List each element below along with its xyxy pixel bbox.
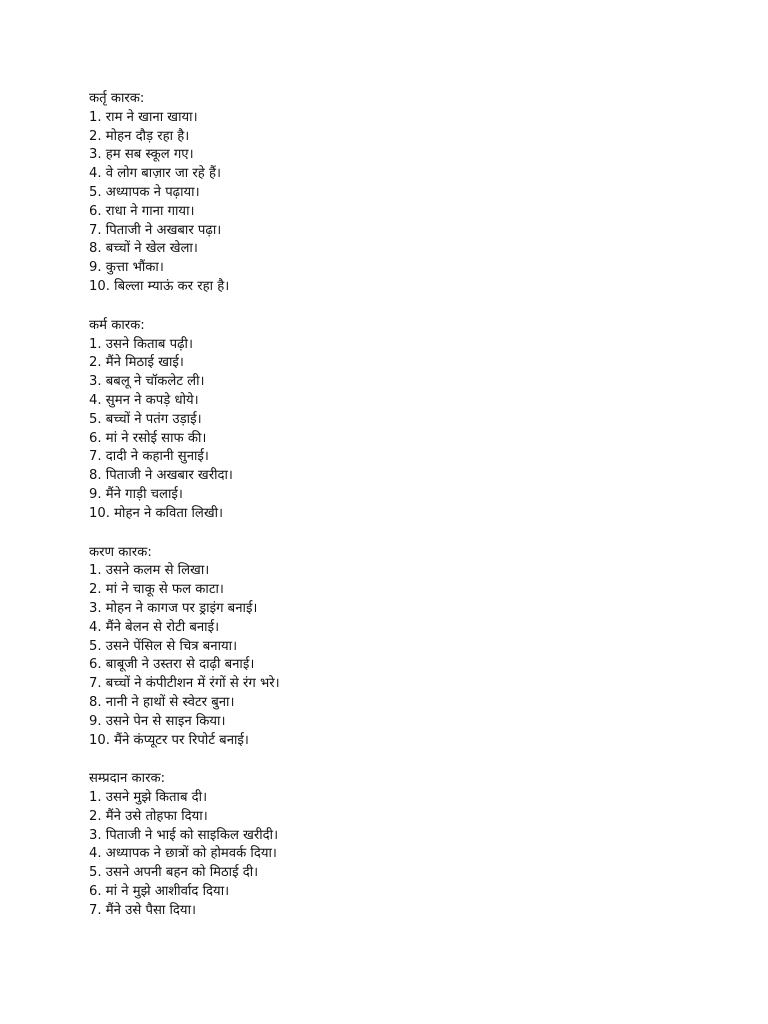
- list-item: 6. राधा ने गाना गाया।: [89, 203, 195, 219]
- list-item: 2. मैंने उसे तोहफा दिया।: [89, 808, 208, 824]
- list-item: 1. राम ने खाना खाया।: [89, 109, 198, 125]
- list-item: 4. मैंने बेलन से रोटी बनाई।: [89, 619, 220, 635]
- section-heading: करण कारक:: [89, 544, 152, 560]
- list-item: 10. मैंने कंप्यूटर पर रिपोर्ट बनाई।: [89, 732, 249, 748]
- list-item: 7. मैंने उसे पैसा दिया।: [89, 902, 196, 918]
- list-item: 1. उसने मुझे किताब दी।: [89, 790, 208, 806]
- section-sampradan-karak: [89, 770, 729, 920]
- list-item: 9. उसने पेन से साइन किया।: [89, 713, 226, 729]
- list-item: 5. बच्चों ने पतंग उड़ाई।: [89, 411, 202, 427]
- list-item: 5. अध्यापक ने पढ़ाया।: [89, 184, 200, 200]
- list-item: 2. मैंने मिठाई खाई।: [89, 355, 184, 371]
- list-item: 10. मोहन ने कविता लिखी।: [89, 505, 224, 521]
- list-item: 3. मोहन ने कागज पर ड्राइंग बनाई।: [89, 600, 258, 616]
- list-item: 7. दादी ने कहानी सुनाई।: [89, 449, 209, 465]
- list-item: 9. कुत्ता भौंका।: [89, 260, 164, 276]
- section-karan-karak: [89, 544, 729, 751]
- list-item: 2. मोहन दौड़ रहा है।: [89, 128, 190, 144]
- list-item: 4. सुमन ने कपड़े धोये।: [89, 392, 199, 408]
- section-heading: सम्प्रदान कारक:: [89, 771, 166, 787]
- list-item: 10. बिल्ला म्याऊं कर रहा है।: [89, 278, 230, 294]
- list-item: 3. बबलू ने चॉकलेट ली।: [89, 374, 205, 390]
- list-item: 2. मां ने चाकू से फल काटा।: [89, 582, 224, 598]
- list-item: 8. पिताजी ने अखबार खरीदा।: [89, 468, 233, 484]
- list-item: 8. बच्चों ने खेल खेला।: [89, 241, 198, 257]
- list-item: 7. बच्चों ने कंपीटीशन में रंगों से रंग भरे।: [89, 676, 280, 692]
- list-item: 7. पिताजी ने अखबार पढ़ा।: [89, 222, 222, 238]
- list-item: 3. हम सब स्कूल गए।: [89, 147, 194, 163]
- list-item: 6. मां ने मुझे आशीर्वाद दिया।: [89, 884, 230, 900]
- document-page: [89, 90, 729, 941]
- list-item: 9. मैंने गाड़ी चलाई।: [89, 486, 183, 502]
- list-item: 5. उसने अपनी बहन को मिठाई दी।: [89, 865, 259, 881]
- section-heading: कर्तृ कारक:: [89, 91, 145, 106]
- list-item: 4. वे लोग बाज़ार जा रहे हैं।: [89, 166, 221, 182]
- list-item: 3. पिताजी ने भाई को साइकिल खरीदी।: [89, 827, 279, 843]
- list-item: 1. उसने किताब पढ़ी।: [89, 336, 193, 352]
- section-heading: कर्म कारक:: [89, 317, 145, 333]
- list-item: 4. अध्यापक ने छात्रों को होमवर्क दिया।: [89, 846, 277, 862]
- list-item: 5. उसने पेंसिल से चित्र बनाया।: [89, 638, 238, 654]
- section-karm-karak: [89, 317, 729, 524]
- list-item: 1. उसने कलम से लिखा।: [89, 563, 210, 579]
- list-item: 8. नानी ने हाथों से स्वेटर बुना।: [89, 694, 235, 710]
- section-karta-karak: [89, 90, 729, 297]
- list-item: 6. मां ने रसोई साफ की।: [89, 430, 207, 446]
- list-item: 6. बाबूजी ने उस्तरा से दाढ़ी बनाई।: [89, 657, 255, 673]
